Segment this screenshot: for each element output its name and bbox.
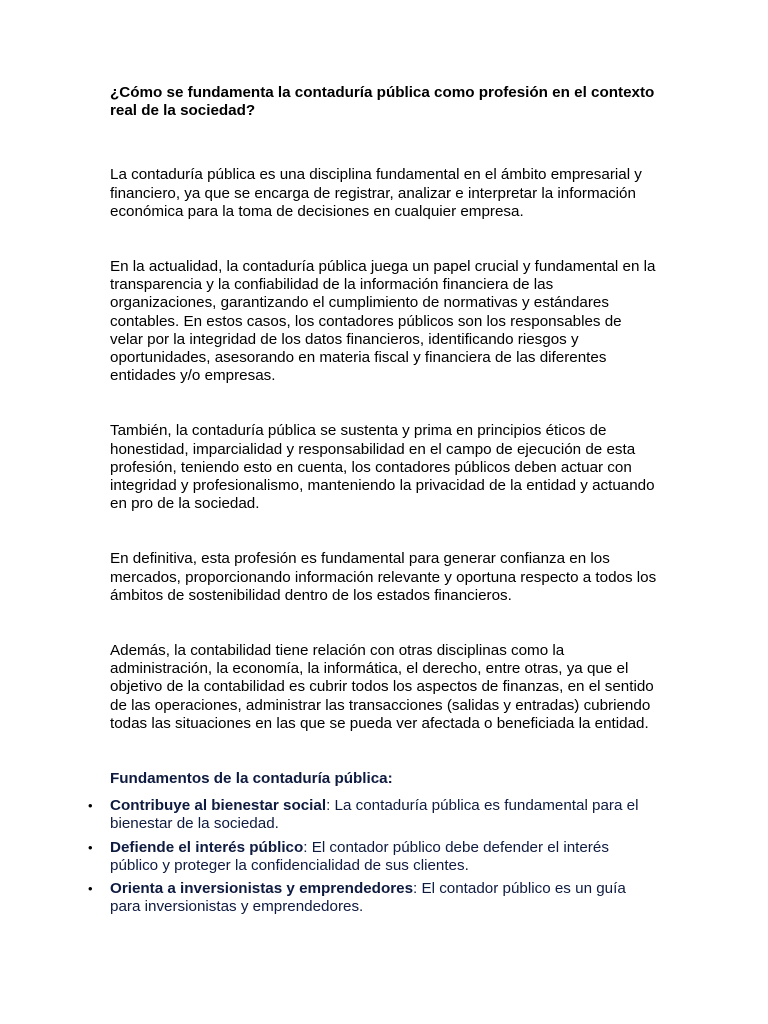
list-item-term: Contribuye al bienestar social [110, 797, 327, 815]
list-item [88, 838, 658, 875]
fundamentos-title: Fundamentos de la contaduría pública: [110, 770, 393, 788]
document-question-heading: ¿Cómo se fundamenta la contaduría pública como profesión en el contexto real de la sociedad? [110, 84, 655, 120]
list-item-description: : El contador público debe defender el interés público y proteger la confidencialidad de sus clientes. [110, 838, 609, 874]
list-item [88, 880, 658, 916]
paragraph-ethics: También, la contaduría pública se sustenta y prima en principios éticos de honestidad, imparcialidad y responsabilidad en el campo de ejecución de esta profesión, teniendo esto en cuenta, los contadores públicos deben actuar con integridad y profesionalismo, manteniendo la privacidad de la entidad y actuando en pro de la sociedad. [110, 422, 655, 513]
paragraph-current-role: En la actualidad, la contaduría pública juega un papel crucial y fundamental en la transparencia y la confiabilidad de la información financiera de las organizaciones, garantizando el cumplimiento de normativas y estándares contables. En estos casos, los contadores públicos son los responsables de velar por la integridad de los datos financieros, identificando riesgos y oportunidades, asesorando en materia fiscal y financiera de las diferentes entidades y/o empresas. [110, 258, 656, 385]
document-page [88, 84, 658, 922]
fundamentos-list [88, 797, 658, 916]
list-item-term: Orienta a inversionistas y emprendedores [110, 880, 414, 898]
bullet-icon: • [88, 881, 93, 897]
bullet-icon: • [88, 839, 93, 855]
list-item-term: Defiende el interés público [110, 838, 304, 856]
paragraph-conclusion: En definitiva, esta profesión es fundamental para generar confianza en los mercados, proporcionando información relevante y oportuna respecto a todos los ámbitos de sostenibilidad dentro de los estados financieros. [110, 550, 657, 604]
list-item [88, 797, 658, 833]
paragraph-introduction: La contaduría pública es una disciplina fundamental en el ámbito empresarial y financiero, ya que se encarga de registrar, analizar e interpretar la información económica para la toma de decisiones en cualquier empresa. [110, 166, 642, 220]
list-item-description: : El contador público es un guía para inversionistas y emprendedores. [110, 880, 626, 916]
paragraph-related-disciplines: Además, la contabilidad tiene relación con otras disciplinas como la administración, la economía, la informática, el derecho, entre otras, ya que el objetivo de la contabilidad es cubrir todos los aspectos de finanzas, en el sentido de las operaciones, administrar las transacciones (salidas y entradas) cubriendo todas las situaciones en las que se pueda ver afectada o beneficiada la entidad. [110, 642, 654, 732]
fundamentos-section [88, 770, 658, 916]
bullet-icon: • [88, 798, 93, 814]
list-item-description: : La contaduría pública es fundamental para el bienestar de la sociedad. [110, 797, 639, 833]
